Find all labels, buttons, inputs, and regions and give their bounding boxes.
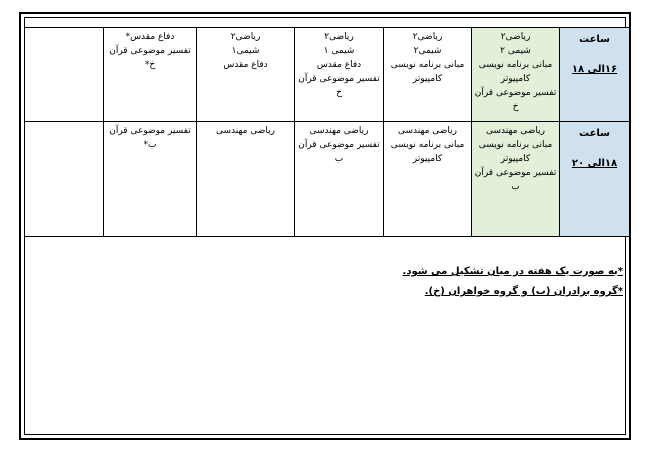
class-cell [104,122,197,237]
course-line: مبانی برنامه نویسی [478,60,553,70]
course-line: ریاضی۲ [230,32,261,42]
course-line: کامپیوتر [500,74,531,84]
course-line: شیمی۱ [231,46,260,56]
course-line: مبانی برنامه نویسی [390,60,465,70]
course-line: کامپیوتر [412,74,443,84]
course-line: ریاضی۲ [500,32,531,42]
course-line: شیمی ۲ [500,46,531,56]
course-line: ریاضی مهندسی [397,126,458,136]
course-line: شیمی۲ [413,46,442,56]
course-line: تفسیر موضوعی قرآن ب [474,168,557,192]
footnotes [63,262,623,302]
course-line: مبانی برنامه نویسی [390,140,465,150]
course-line: شیمی ۱ [323,46,355,56]
footnote-alternate-weeks: *به صورت یک هفته در میان تشکیل می شود. [402,266,623,277]
class-cell [472,28,560,122]
course-line: ریاضی مهندسی [215,126,276,136]
class-cell [104,28,197,122]
class-cell [384,28,472,122]
course-line: ریاضی۲ [324,32,354,42]
class-cell [197,28,295,122]
course-line: ریاضی مهندسی [309,126,369,136]
schedule-row-18-20 [25,122,630,237]
course-line: تفسیر موضوعی قرآن ب [298,140,380,164]
course-line: مبانی برنامه نویسی [478,140,553,150]
course-line: ریاضی مهندسی [485,126,546,136]
empty-cell [25,28,104,122]
course-line: تفسیر موضوعی قرآن خ* [109,46,191,70]
time-range: ۱۶الی ۱۸ [571,64,618,75]
time-slot-cell [560,28,630,122]
course-line: دفاع مقدس [316,60,362,70]
course-line: تفسیر موضوعی قرآن خ [474,88,557,112]
time-label: ساعت [578,128,610,139]
class-cell [384,122,472,237]
footnote-groups: *گروه برادران (ب) و گروه خواهران (خ). [424,286,623,297]
class-cell [197,122,295,237]
course-line: کامپیوتر [412,154,443,164]
course-line: کامپیوتر [500,154,531,164]
time-label: ساعت [578,34,610,45]
time-range: ۱۸الی ۲۰ [571,158,618,169]
class-cell [295,28,384,122]
schedule-table [24,27,630,237]
class-cell [472,122,560,237]
schedule-row-16-18 [25,28,630,122]
course-line: تفسیر موضوعی قرآن خ [298,74,380,98]
course-line: تفسیر موضوعی قرآن ب* [109,126,191,150]
empty-cell [25,122,104,237]
course-line: دفاع مقدس [223,60,268,70]
course-line: دفاع مقدس* [125,32,175,42]
class-cell [295,122,384,237]
course-line: ریاضی۲ [412,32,443,42]
time-slot-cell [560,122,630,237]
